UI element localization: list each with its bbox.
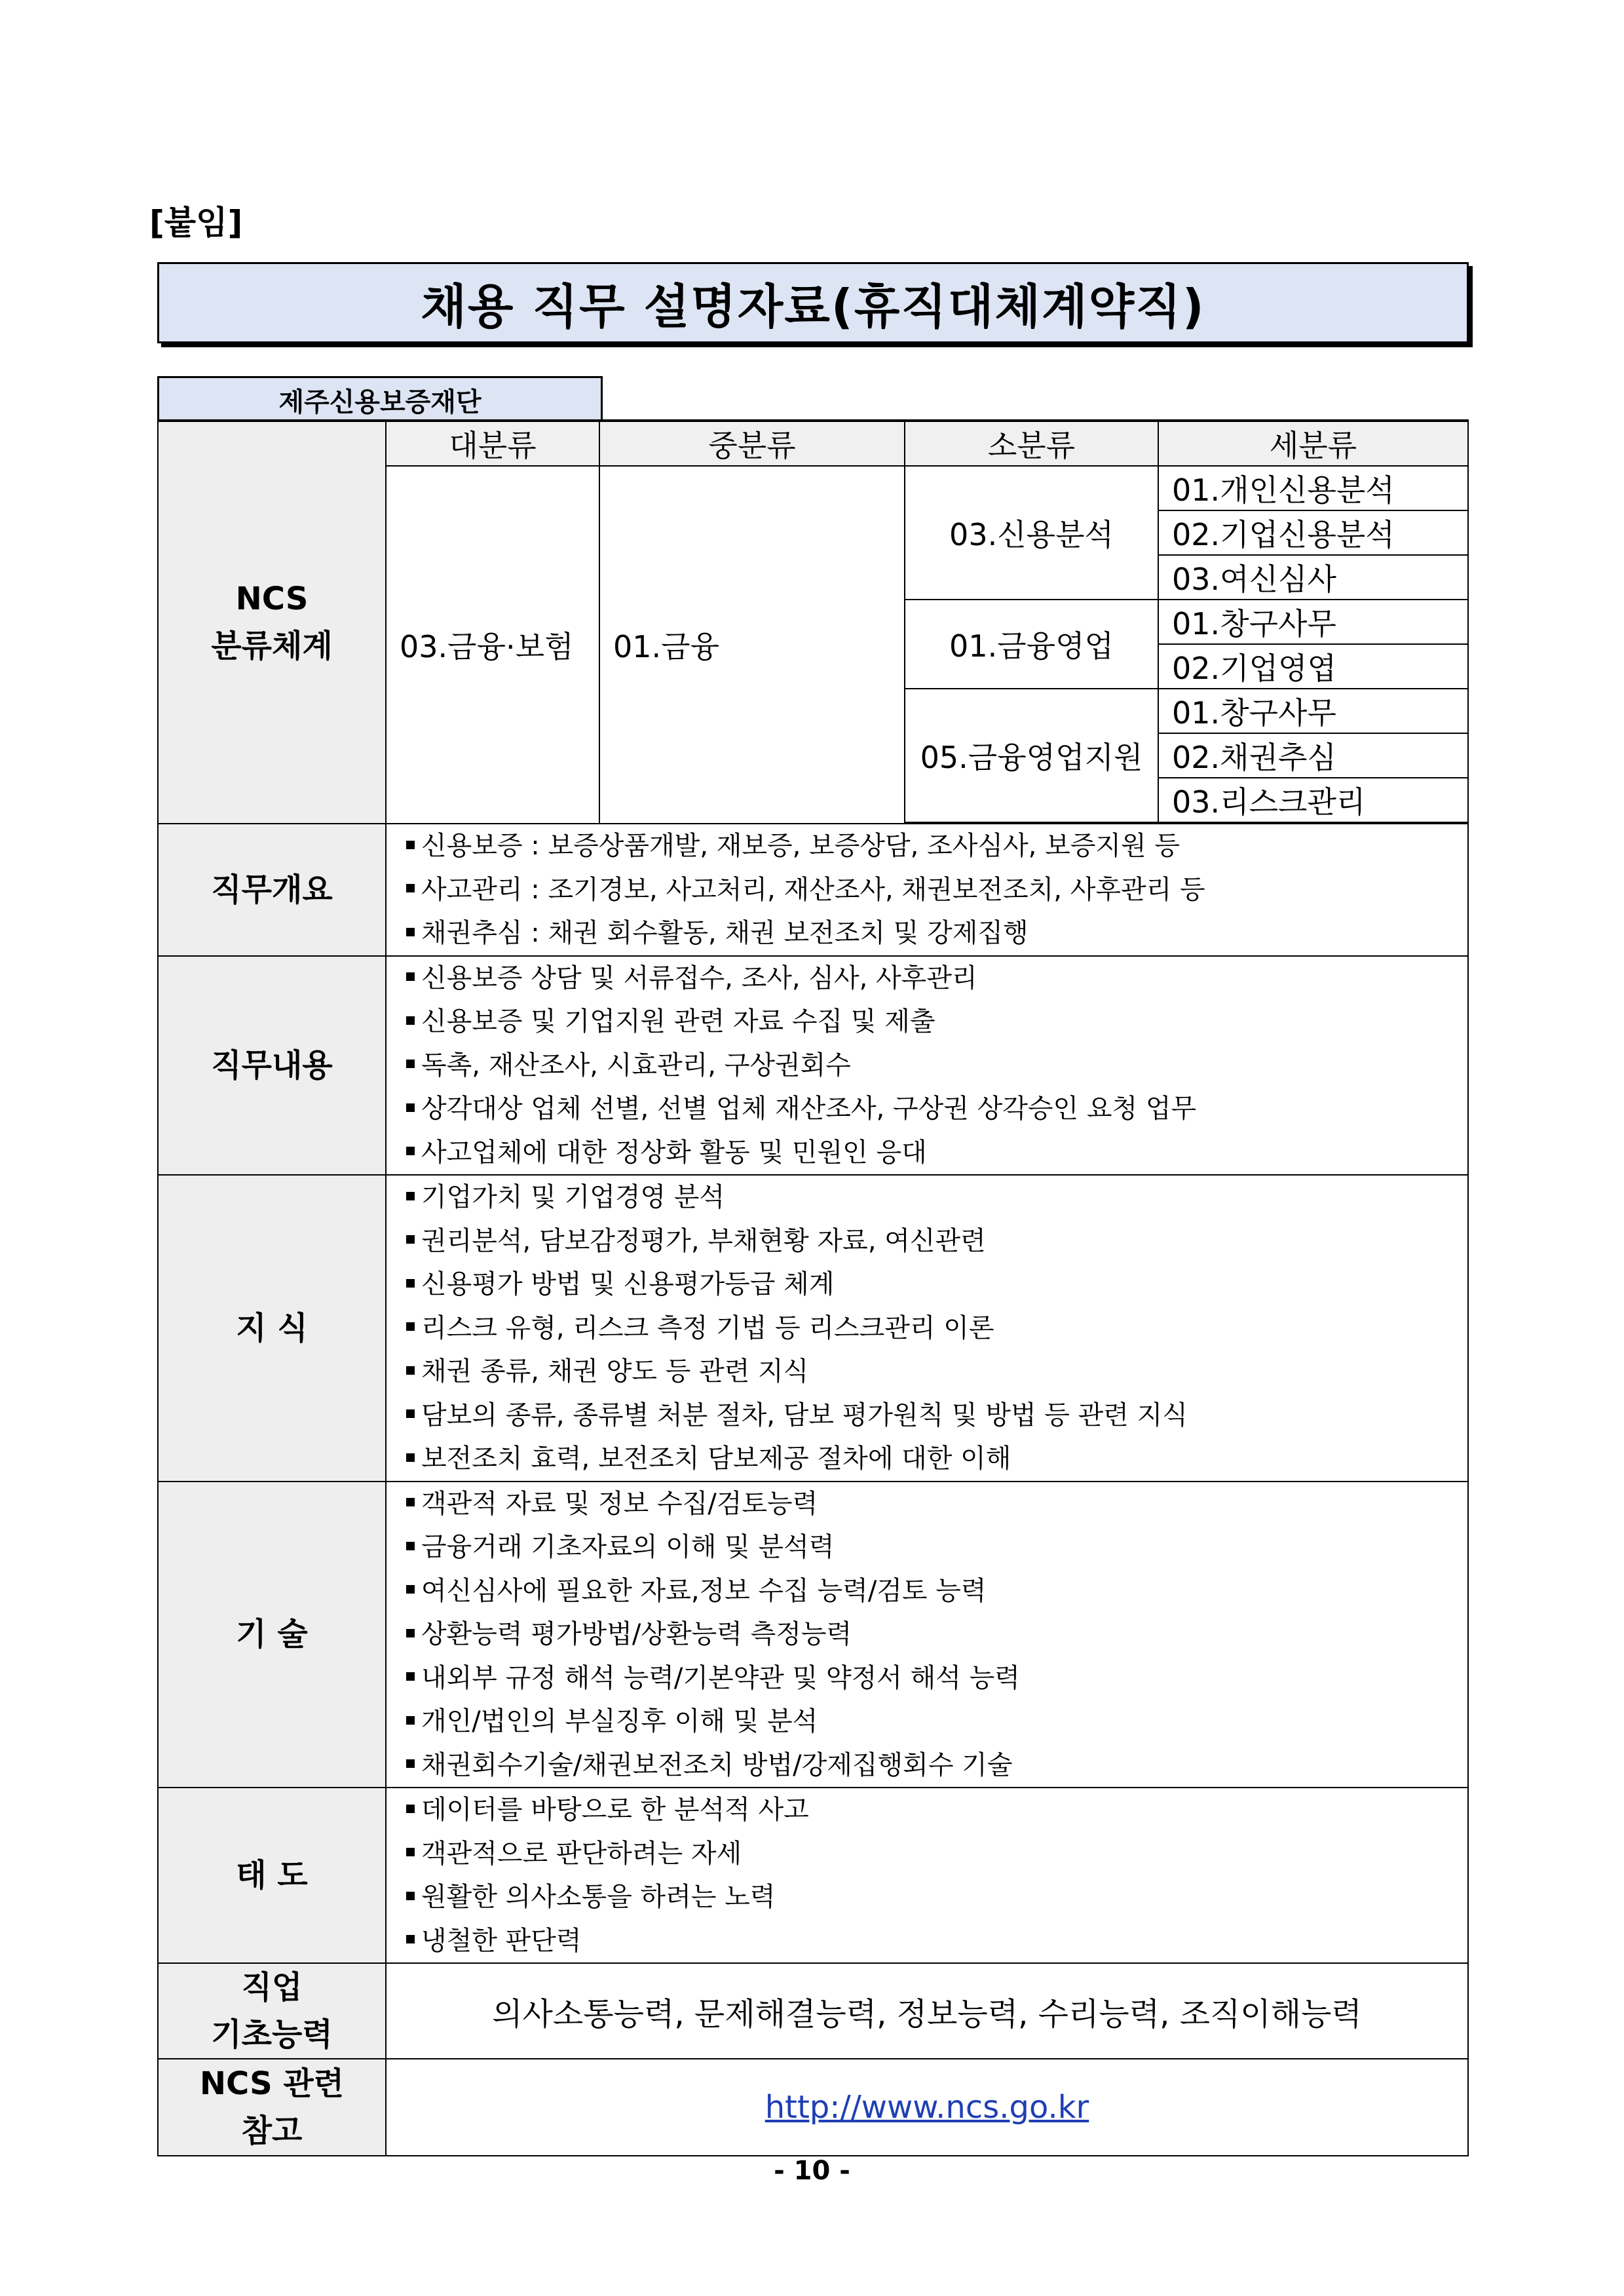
section-body-overview <box>386 824 1468 956</box>
list-item: 사고업체에 대한 정상화 활동 및 민원인 응대 <box>406 1131 1467 1175</box>
section-body-content <box>386 956 1468 1176</box>
ncs-label-line1: NCS <box>235 581 309 617</box>
section-label-content: 직무내용 <box>158 956 386 1176</box>
ncs-detail-value: 01.창구사무 <box>1158 689 1468 733</box>
organization-tab: 제주신용보증재단 <box>157 376 603 421</box>
section-label-basic-competency <box>158 1963 386 2059</box>
list-item: 권리분석, 담보감정평가, 부채현황 자료, 여신관련 <box>406 1219 1467 1263</box>
list-item: 원활한 의사소통을 하려는 노력 <box>406 1875 1467 1919</box>
section-label-skill: 기 술 <box>158 1482 386 1788</box>
title-box <box>157 262 1469 343</box>
list-item: 신용평가 방법 및 신용평가등급 체계 <box>406 1263 1467 1307</box>
basic-competency-label-line2: 기초능력 <box>211 2016 333 2053</box>
attachment-label: [붙임] <box>149 204 243 242</box>
ncs-detail-value: 02.채권추심 <box>1158 733 1468 778</box>
ncs-detail-value: 03.여신심사 <box>1158 555 1468 600</box>
ncs-minor-value: 03.신용분석 <box>905 466 1158 600</box>
ncs-website-link[interactable]: http://www.ncs.go.kr <box>765 2089 1089 2126</box>
section-body-attitude <box>386 1788 1468 1963</box>
ncs-minor-value: 01.금융영업 <box>905 600 1158 689</box>
section-label-attitude: 태 도 <box>158 1788 386 1963</box>
list-item: 신용보증 및 기업지원 관련 자료 수집 및 제출 <box>406 1000 1467 1044</box>
list-item: 독촉, 재산조사, 시효관리, 구상권회수 <box>406 1044 1467 1088</box>
list-item: 개인/법인의 부실징후 이해 및 분석 <box>406 1700 1467 1744</box>
ncs-classification-label <box>158 421 386 824</box>
list-item: 담보의 종류, 종류별 처분 절차, 담보 평가원칙 및 방법 등 관련 지식 <box>406 1394 1467 1438</box>
ncs-middle-value: 01.금융 <box>599 466 905 824</box>
list-item: 객관적 자료 및 정보 수집/검토능력 <box>406 1482 1467 1526</box>
ncs-reference-label-line2: 참고 <box>241 2113 303 2149</box>
list-item: 금융거래 기초자료의 이해 및 분석력 <box>406 1525 1467 1569</box>
list-item: 신용보증 : 보증상품개발, 재보증, 보증상담, 조사심사, 보증지원 등 <box>406 824 1467 868</box>
page-title: 채용 직무 설명자료(휴직대체계약직) <box>421 279 1205 334</box>
list-item: 데이터를 바탕으로 한 분석적 사고 <box>406 1788 1467 1832</box>
list-item: 신용보증 상담 및 서류접수, 조사, 심사, 사후관리 <box>406 957 1467 1001</box>
ncs-detail-value: 01.창구사무 <box>1158 600 1468 644</box>
ncs-reference-label-line1: NCS 관련 <box>199 2065 345 2102</box>
ncs-detail-value: 01.개인신용분석 <box>1158 466 1468 510</box>
ncs-major-value: 03.금융·보험 <box>386 466 599 824</box>
job-description-table <box>157 419 1468 2156</box>
section-label-knowledge: 지 식 <box>158 1175 386 1482</box>
ncs-detail-value: 02.기업신용분석 <box>1158 510 1468 555</box>
list-item: 내외부 규정 해석 능력/기본약관 및 약정서 해석 능력 <box>406 1656 1467 1700</box>
section-label-overview: 직무개요 <box>158 824 386 956</box>
list-item: 보전조치 효력, 보전조치 담보제공 절차에 대한 이해 <box>406 1437 1467 1481</box>
ncs-detail-value: 02.기업영엽 <box>1158 644 1468 689</box>
list-item: 여신심사에 필요한 자료,정보 수집 능력/검토 능력 <box>406 1569 1467 1613</box>
list-item: 냉철한 판단력 <box>406 1919 1467 1963</box>
list-item: 사고관리 : 조기경보, 사고처리, 재산조사, 채권보전조치, 사후관리 등 <box>406 868 1467 912</box>
header-major: 대분류 <box>386 421 599 466</box>
ncs-label-line2: 분류체계 <box>211 628 333 664</box>
section-label-ncs-reference <box>158 2059 386 2156</box>
ncs-detail-value: 03.리스크관리 <box>1158 778 1468 822</box>
ncs-reference-cell <box>386 2059 1468 2156</box>
header-middle: 중분류 <box>599 421 905 466</box>
ncs-minor-value: 05.금융영업지원 <box>905 689 1158 822</box>
basic-competency-value: 의사소통능력, 문제해결능력, 정보능력, 수리능력, 조직이해능력 <box>386 1963 1468 2059</box>
list-item: 객관적으로 판단하려는 자세 <box>406 1832 1467 1876</box>
section-body-knowledge <box>386 1175 1468 1482</box>
page-number: - 10 - <box>774 2156 850 2186</box>
list-item: 상환능력 평가방법/상환능력 측정능력 <box>406 1613 1467 1656</box>
list-item: 리스크 유형, 리스크 측정 기법 등 리스크관리 이론 <box>406 1307 1467 1350</box>
header-minor: 소분류 <box>905 421 1158 466</box>
list-item: 채권추심 : 채권 회수활동, 채권 보전조치 및 강제집행 <box>406 911 1467 955</box>
list-item: 기업가치 및 기업경영 분석 <box>406 1176 1467 1219</box>
list-item: 채권회수기술/채권보전조치 방법/강제집행회수 기술 <box>406 1744 1467 1788</box>
list-item: 상각대상 업체 선별, 선별 업체 재산조사, 구상권 상각승인 요청 업무 <box>406 1087 1467 1131</box>
section-body-skill <box>386 1482 1468 1788</box>
list-item: 채권 종류, 채권 양도 등 관련 지식 <box>406 1350 1467 1394</box>
header-detail: 세분류 <box>1158 421 1468 466</box>
basic-competency-label-line1: 직업 <box>241 1969 303 2006</box>
